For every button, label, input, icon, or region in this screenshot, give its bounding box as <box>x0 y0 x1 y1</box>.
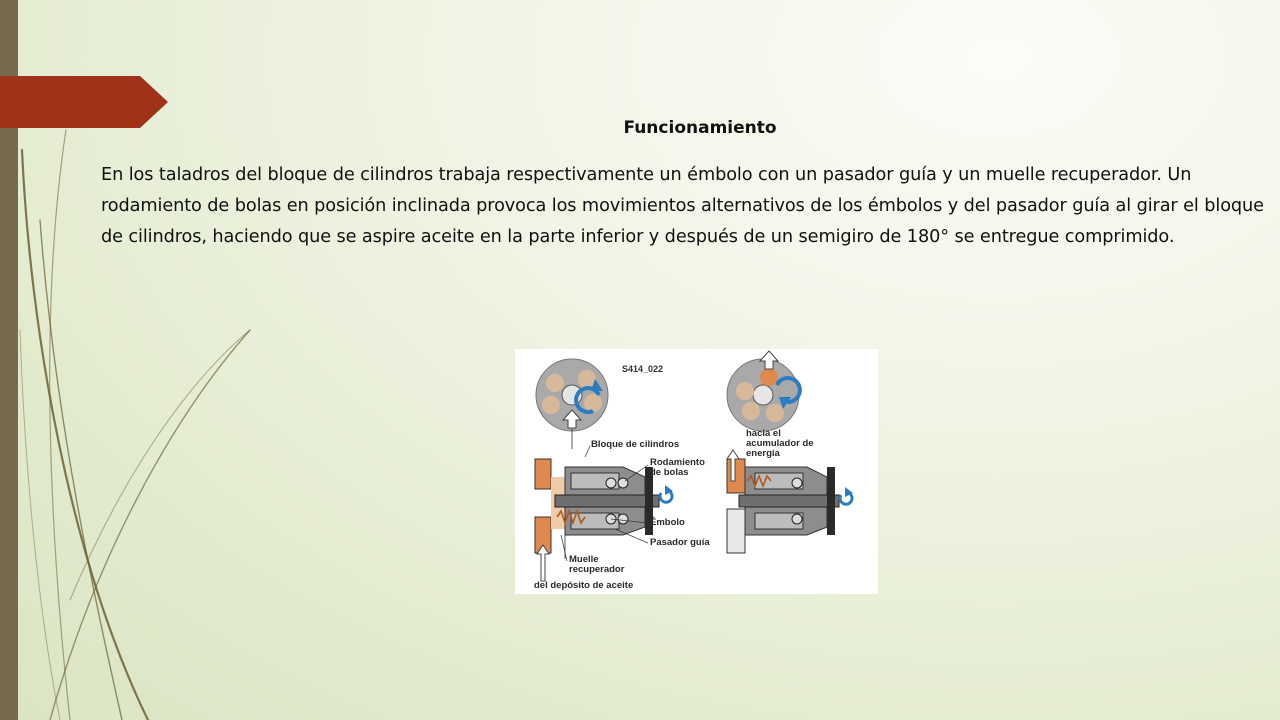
label-bloque-cilindros: Bloque de cilindros <box>591 439 680 450</box>
label-deposito-aceite: del depósito de aceite <box>534 580 634 591</box>
label-hacia-2: acumulador de <box>746 438 814 449</box>
slide-title: Funcionamiento <box>623 118 777 138</box>
label-pasador-guia: Pasador guía <box>650 537 710 548</box>
slide-body-text: En los taladros del bloque de cilindros trabaja respectivamente un émbolo con un pasador guía y un muelle recuperador. Un rodamiento de bolas en posición inclinada provoca los movimientos alternativos de los émbolos y del pasador guía al girar el bloque de cilindros, haciendo que se aspire aceite en la parte inferior y después de un semigiro de 180° se entregue comprimido. <box>101 165 1264 247</box>
cylinder-block-disc-right <box>727 351 800 431</box>
pump-section-right <box>727 450 853 553</box>
label-hacia-3: energía <box>746 448 780 459</box>
cylinder-block-disc-left <box>536 359 608 449</box>
label-embolo: Émbolo <box>650 517 685 528</box>
label-muelle-2: recuperador <box>569 564 625 575</box>
label-muelle-1: Muelle <box>569 554 599 565</box>
label-rodamiento-1: Rodamiento <box>650 457 705 468</box>
label-hacia-1: hacia el <box>746 428 781 439</box>
figure-code-label: S414_022 <box>622 364 664 374</box>
label-rodamiento-2: de bolas <box>650 467 689 478</box>
title-arrow-tab <box>0 76 168 128</box>
pump-diagram-figure <box>515 349 878 594</box>
